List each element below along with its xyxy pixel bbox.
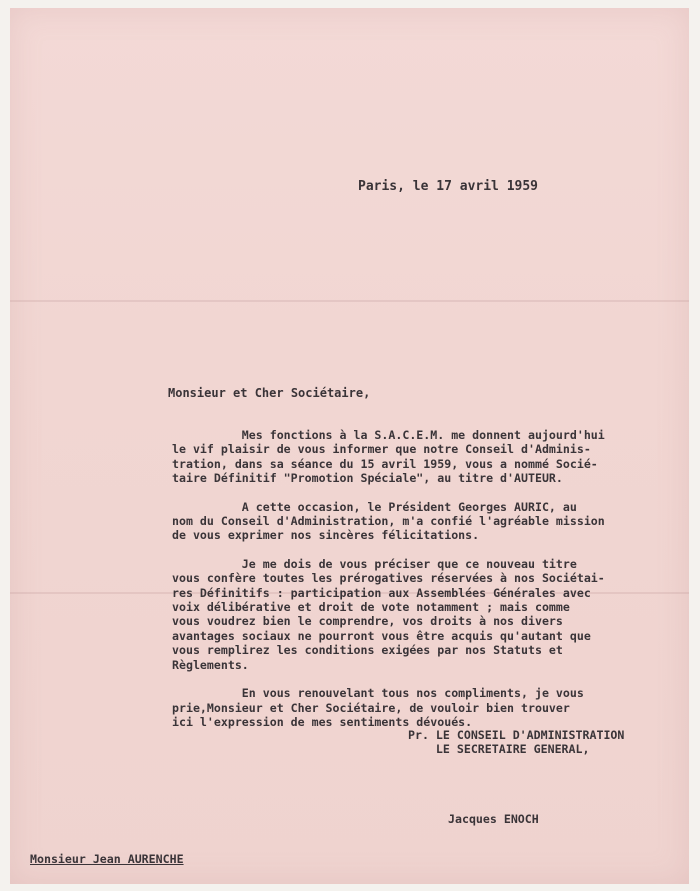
paragraph-2: A cette occasion, le Président Georges AURIC, au nom du Conseil d'Administration, m'a confié l'agréable mission de vous exprimer nos sincères félicitations. <box>172 499 605 543</box>
paragraph-4: En vous renouvelant tous nos compliments, je vous prie,Monsieur et Cher Sociétaire, de vouloir bien trouver ici l'expression de mes sentiments dévoués. <box>172 686 584 729</box>
paragraph-1: Mes fonctions à la S.A.C.E.M. me donnent aujourd'hui le vif plaisir de vous informer que notre Conseil d'Adminis- tration, dans sa séance du 15 avril 1959, vous a nommé Socié- taire Définitif "Promotion Spéciale", au titre d'AUTEUR. <box>172 428 605 486</box>
signer-name: Jacques ENOCH <box>448 812 539 826</box>
signature-line-1: Pr. LE CONSEIL D'ADMINISTRATION <box>408 728 625 742</box>
signature-block <box>408 728 624 757</box>
paragraph-3: Je me dois de vous préciser que ce nouveau titre vous confère toutes les prérogatives réservées à nos Sociétai- res Définitifs : participation aux Assemblées Générales avec voix délibérative et droit de vote notamment ; mais comme vous voudrez bien le comprendre, vos droits à nos divers avantages sociaux ne pourront vous être acquis qu'autant que vous remplirez les conditions exigées par nos Statuts et Règlements. <box>172 556 605 672</box>
letter-page <box>10 8 689 884</box>
paper-fold <box>10 300 689 302</box>
letter-body <box>172 428 682 743</box>
signature-line-2: LE SECRETAIRE GENERAL, <box>408 742 590 757</box>
recipient-name: Monsieur Jean AURENCHE <box>30 852 184 866</box>
letter-date: Paris, le 17 avril 1959 <box>358 179 539 194</box>
salutation: Monsieur et Cher Sociétaire, <box>168 386 371 400</box>
